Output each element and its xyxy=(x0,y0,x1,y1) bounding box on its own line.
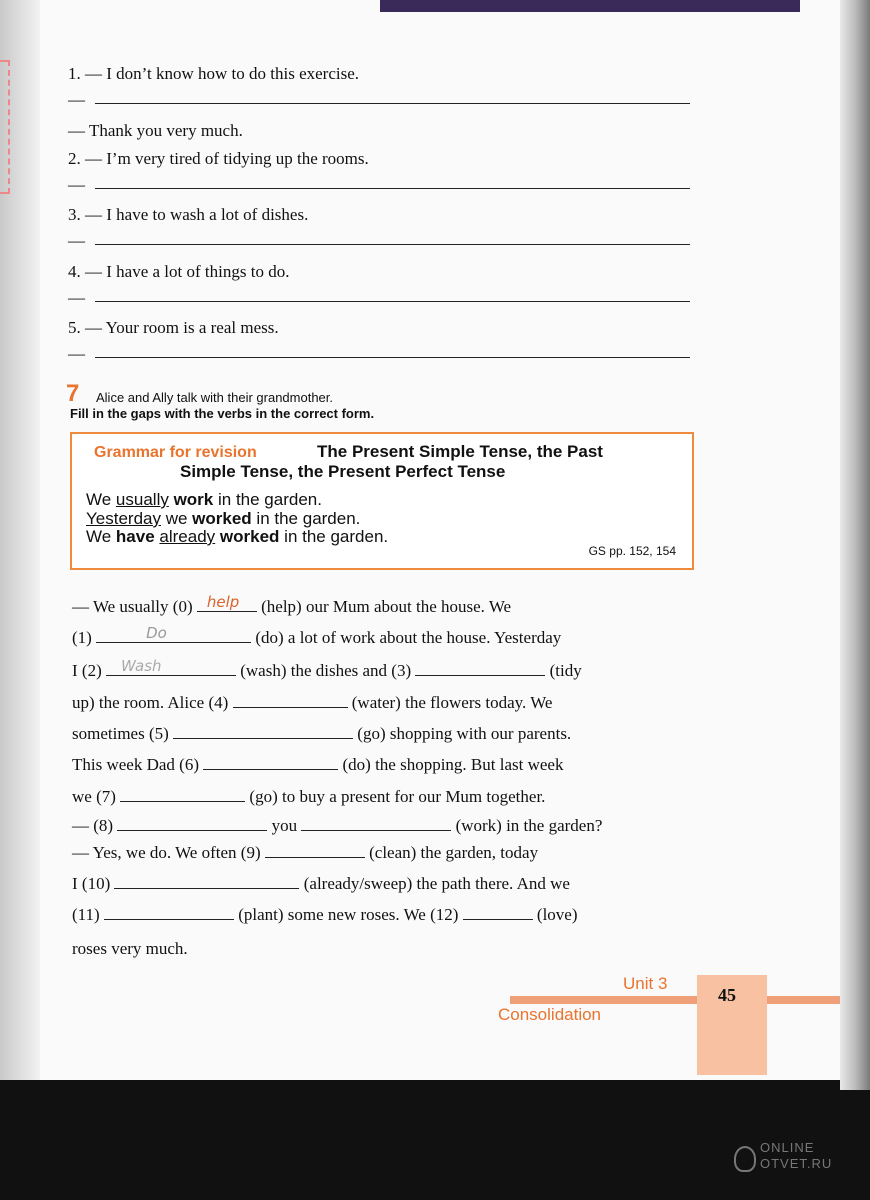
grammar-example-3: We have already worked in the garden. xyxy=(86,527,389,546)
lightbulb-icon xyxy=(734,1146,756,1172)
dialogue-number: 2. xyxy=(68,149,81,168)
gap-7 xyxy=(120,787,245,802)
grammar-label: Grammar for revision xyxy=(94,444,257,461)
gap-2 xyxy=(106,657,236,676)
grammar-title-1: The Present Simple Tense, the Past xyxy=(317,442,603,461)
dialogue-line: — I have a lot of things to do. xyxy=(85,262,290,281)
reply-dash: — xyxy=(68,231,85,250)
gap-4 xyxy=(233,693,348,708)
page-edge xyxy=(840,0,870,1090)
gap-11 xyxy=(104,905,234,920)
footer-band xyxy=(510,996,840,1004)
gap-5 xyxy=(173,724,353,739)
answer-0: help xyxy=(206,593,240,611)
answer-rule xyxy=(95,301,690,302)
dialogue-line: — Your room is a real mess. xyxy=(85,318,279,337)
dialogue-number: 1. xyxy=(68,64,81,83)
dialogue-line: — I don’t know how to do this exercise. xyxy=(85,64,360,83)
gap-1 xyxy=(96,624,251,643)
gap-0 xyxy=(197,593,257,612)
cover-strip xyxy=(380,0,800,12)
gap-8b xyxy=(301,816,451,831)
text-line-4: up) the room. Alice (4) (water) the flowers today. We xyxy=(72,693,553,712)
answer-rule xyxy=(95,103,690,104)
dialogue-5 xyxy=(68,318,279,338)
dialogue-number: 5. xyxy=(68,318,81,337)
exercise-intro: Alice and Ally talk with their grandmother. xyxy=(96,390,334,405)
text-line-1: — We usually (0) help (help) our Mum about the house. We xyxy=(72,593,512,616)
gap-6 xyxy=(203,755,338,770)
section-label: Consolidation xyxy=(498,1005,602,1024)
answer-rule xyxy=(95,188,690,189)
text-line-12: roses very much. xyxy=(72,939,188,958)
text-line-3: I (2) Wash (wash) the dishes and (3) (tidy xyxy=(72,657,582,680)
text-line-8: — (8) you (work) in the garden? xyxy=(72,816,603,835)
grammar-reference: GS pp. 152, 154 xyxy=(588,544,676,558)
text-line-7: we (7) (go) to buy a present for our Mum together. xyxy=(72,787,546,806)
gap-9 xyxy=(265,843,365,858)
grammar-example-2: Yesterday we worked in the garden. xyxy=(86,509,361,528)
gap-3 xyxy=(415,661,545,676)
reply-dash: — xyxy=(68,344,85,363)
dialogue-2 xyxy=(68,149,369,169)
watermark xyxy=(760,1140,832,1172)
grammar-box xyxy=(70,432,694,570)
dialogue-line: — I’m very tired of tidying up the rooms. xyxy=(85,149,369,168)
page-number: 45 xyxy=(718,985,736,1005)
dialogue-number: 4. xyxy=(68,262,81,281)
answer-1: Do xyxy=(146,624,167,642)
reply-dash: — xyxy=(68,175,85,194)
unit-label: Unit 3 xyxy=(623,974,668,993)
answer-2: Wash xyxy=(120,657,162,675)
gap-10 xyxy=(114,874,299,889)
dialogue-1 xyxy=(68,64,359,84)
reply-dash: — xyxy=(68,288,85,307)
text-line-6: This week Dad (6) (do) the shopping. But last week xyxy=(72,755,564,774)
grammar-title-2: Simple Tense, the Present Perfect Tense xyxy=(180,462,506,481)
text-line-5: sometimes (5) (go) shopping with our parents. xyxy=(72,724,572,743)
text-line-2: (1) Do (do) a lot of work about the house. Yesterday xyxy=(72,624,562,647)
watermark-line-2: OTVET.RU xyxy=(760,1156,833,1171)
dialogue-1-follow: — Thank you very much. xyxy=(68,121,243,140)
dialogue-number: 3. xyxy=(68,205,81,224)
text-line-9: — Yes, we do. We often (9) (clean) the garden, today xyxy=(72,843,539,862)
dialogue-4 xyxy=(68,262,289,282)
grammar-example-1: We usually work in the garden. xyxy=(86,490,322,509)
watermark-line-1: ONLINE xyxy=(760,1140,815,1155)
gap-8 xyxy=(117,816,267,831)
exercise-instruction: Fill in the gaps with the verbs in the correct form. xyxy=(70,406,375,421)
margin-mark xyxy=(0,60,10,194)
exercise-number: 7 xyxy=(66,380,80,407)
text-line-11: (11) (plant) some new roses. We (12) (love) xyxy=(72,905,578,924)
dialogue-line: — I have to wash a lot of dishes. xyxy=(85,205,309,224)
reply-dash: — xyxy=(68,90,85,109)
answer-rule xyxy=(95,244,690,245)
answer-rule xyxy=(95,357,690,358)
dialogue-3 xyxy=(68,205,308,225)
text-line-10: I (10) (already/sweep) the path there. And we xyxy=(72,874,570,893)
gap-12 xyxy=(463,905,533,920)
